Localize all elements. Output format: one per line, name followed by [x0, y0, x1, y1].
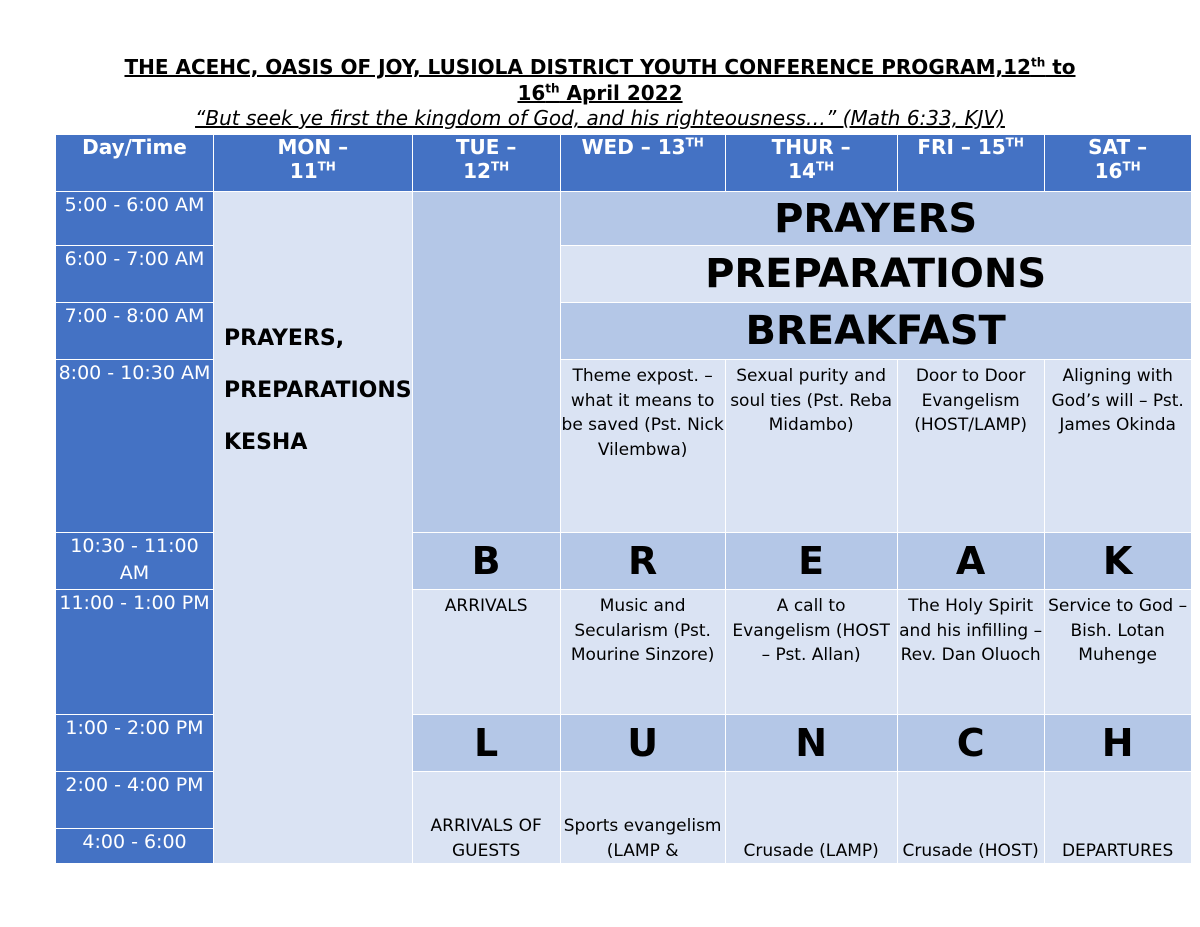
lunch-letter: L — [412, 715, 560, 772]
time-slot: 10:30 - 11:00 AM — [56, 533, 214, 590]
time-slot: 5:00 - 6:00 AM — [56, 192, 214, 246]
lunch-letter: U — [560, 715, 725, 772]
col-header-fri: FRI – 15TH — [897, 135, 1044, 192]
time-slot: 11:00 - 1:00 PM — [56, 590, 214, 715]
session-fri-midday: The Holy Spirit and his infilling – Rev. Dan Oluoch — [897, 590, 1044, 715]
session-thu-morning: Sexual purity and soul ties (Pst. Reba Midambo) — [725, 360, 897, 533]
banner-preparations: PREPARATIONS — [560, 246, 1191, 303]
document-header — [40, 54, 1160, 130]
session-fri-afternoon: Crusade (HOST) — [897, 772, 1044, 864]
break-letter: K — [1044, 533, 1191, 590]
time-slot: 8:00 - 10:30 AM — [56, 360, 214, 533]
col-header-sat: SAT – 16TH — [1044, 135, 1191, 192]
program-table — [55, 134, 1192, 864]
monday-line: PREPARATIONS — [224, 378, 412, 403]
time-slot: 4:00 - 6:00 — [56, 829, 214, 864]
monday-line: KESHA — [224, 430, 308, 455]
time-slot: 1:00 - 2:00 PM — [56, 715, 214, 772]
session-sat-midday: Service to God – Bish. Lotan Muhenge — [1044, 590, 1191, 715]
document-title: THE ACEHC, OASIS OF JOY, LUSIOLA DISTRICT YOUTH CONFERENCE PROGRAM,12th to 16th April 2022 — [124, 55, 1076, 105]
break-letter: R — [560, 533, 725, 590]
scripture-quote: “But seek ye first the kingdom of God, and his righteousness…” (Math 6:33, KJV) — [195, 106, 1005, 130]
col-header-thu: THUR – 14TH — [725, 135, 897, 192]
session-sat-afternoon: DEPARTURES — [1044, 772, 1191, 864]
session-thu-midday: A call to Evangelism (HOST – Pst. Allan) — [725, 590, 897, 715]
session-tue-midday: ARRIVALS — [412, 590, 560, 715]
break-letter: A — [897, 533, 1044, 590]
lunch-letter: N — [725, 715, 897, 772]
col-header-tue: TUE – 12TH — [412, 135, 560, 192]
break-letter: E — [725, 533, 897, 590]
session-wed-midday: Music and Secularism (Pst. Mourine Sinzore) — [560, 590, 725, 715]
time-slot: 6:00 - 7:00 AM — [56, 246, 214, 303]
session-wed-afternoon: Sports evangelism (LAMP & — [560, 772, 725, 864]
session-tue-afternoon: ARRIVALS OF GUESTS — [412, 772, 560, 864]
session-fri-morning: Door to Door Evangelism (HOST/LAMP) — [897, 360, 1044, 533]
monday-activities — [214, 192, 413, 864]
col-header-daytime: Day/Time — [56, 135, 214, 192]
lunch-letter: C — [897, 715, 1044, 772]
break-letter: B — [412, 533, 560, 590]
monday-line: PRAYERS, — [224, 326, 345, 351]
col-header-wed: WED – 13TH — [560, 135, 725, 192]
tuesday-morning-empty — [412, 192, 560, 533]
col-header-mon: MON – 11TH — [214, 135, 413, 192]
session-thu-afternoon: Crusade (LAMP) — [725, 772, 897, 864]
header-row — [56, 135, 1192, 192]
lunch-letter: H — [1044, 715, 1191, 772]
time-slot: 7:00 - 8:00 AM — [56, 303, 214, 360]
session-wed-morning: Theme expost. – what it means to be saved (Pst. Nick Vilembwa) — [560, 360, 725, 533]
banner-breakfast: BREAKFAST — [560, 303, 1191, 360]
session-sat-morning: Aligning with God’s will – Pst. James Okinda — [1044, 360, 1191, 533]
banner-prayers: PRAYERS — [560, 192, 1191, 246]
time-slot: 2:00 - 4:00 PM — [56, 772, 214, 829]
